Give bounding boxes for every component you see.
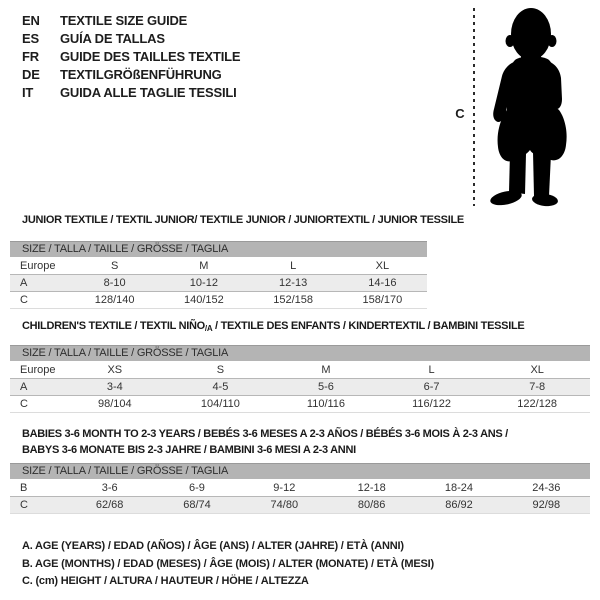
- table-cell: 98/104: [97, 398, 132, 410]
- language-code: IT: [22, 85, 34, 100]
- language-row: [22, 66, 240, 84]
- table-cell: 80/86: [357, 499, 386, 511]
- table-cell: XL: [375, 259, 390, 272]
- babies-table-title: [22, 426, 508, 458]
- table-cell: 14-16: [368, 277, 397, 289]
- junior-size-table: [10, 241, 427, 309]
- table-cell: 4-5: [212, 381, 229, 393]
- language-code: ES: [22, 31, 39, 46]
- table-cell: L: [428, 363, 435, 376]
- size-header-bar: SIZE / TALLA / TAILLE / GRÖSSE / TAGLIA: [10, 345, 590, 361]
- table-body: [10, 257, 427, 309]
- table-cell: 7-8: [529, 381, 546, 393]
- table-cell: 3-6: [101, 481, 118, 494]
- junior-table-title-text: JUNIOR TEXTILE / TEXTIL JUNIOR/ TEXTILE JUNIOR / JUNIORTEXTIL / JUNIOR TESSILE: [22, 214, 464, 226]
- table-cell: 6-9: [189, 481, 205, 494]
- table-row: [10, 257, 427, 274]
- table-body: [10, 361, 590, 413]
- row-label: Europe: [20, 363, 56, 376]
- table-cell: 158/170: [362, 294, 403, 306]
- language-row: [22, 30, 240, 48]
- language-title: GUÍA DE TALLAS: [60, 31, 165, 46]
- height-measure-label: C: [455, 106, 465, 121]
- table-cell: S: [216, 363, 225, 376]
- babies-table-title-line1: BABIES 3-6 MONTH TO 2-3 YEARS / BEBÉS 3-6 MESES A 2-3 AÑOS / BÉBÉS 3-6 MOIS À 2-3 ANS /: [22, 428, 508, 440]
- table-row: [10, 274, 427, 291]
- table-row: [10, 361, 590, 378]
- table-cell: 12-18: [357, 481, 386, 494]
- table-cell: 3-4: [106, 381, 123, 393]
- table-row: [10, 479, 590, 496]
- table-row: [10, 378, 590, 395]
- table-cell: 68/74: [183, 499, 211, 511]
- table-cell: 24-36: [532, 481, 561, 494]
- table-cell: 74/80: [270, 499, 299, 511]
- language-title: GUIDA ALLE TAGLIE TESSILI: [60, 85, 237, 100]
- table-cell: M: [321, 363, 331, 376]
- table-cell: 62/68: [95, 499, 124, 511]
- table-cell: 8-10: [103, 277, 126, 289]
- children-table-title-sub: /A: [204, 324, 213, 333]
- row-label: B: [20, 481, 28, 494]
- table-cell: 128/140: [94, 294, 135, 306]
- table-cell: 86/92: [445, 499, 473, 511]
- language-title: TEXTILE SIZE GUIDE: [60, 13, 188, 28]
- baby-figure: [440, 0, 600, 215]
- table-row: [10, 291, 427, 308]
- children-table-title: [22, 320, 524, 333]
- table-cell: 5-6: [318, 381, 334, 393]
- table-cell: L: [290, 259, 297, 272]
- row-label: C: [20, 398, 28, 410]
- table-row: [10, 496, 590, 513]
- language-code: FR: [22, 49, 39, 64]
- footnote-b: B. AGE (MONTHS) / EDAD (MESES) / ÂGE (MOIS) / ALTER (MONATE) / ETÀ (MESI): [22, 557, 434, 570]
- children-table-title-text: CHILDREN'S TEXTILE / TEXTIL NIÑO: [22, 320, 205, 332]
- language-code: EN: [22, 13, 40, 28]
- table-cell: 18-24: [444, 481, 474, 494]
- row-label: C: [20, 499, 28, 511]
- table-body: [10, 479, 590, 514]
- junior-table-title: [22, 214, 464, 226]
- babies-size-table: [10, 463, 590, 514]
- table-cell: 9-12: [273, 481, 296, 494]
- language-row: [22, 12, 240, 30]
- table-cell: 6-7: [423, 381, 440, 393]
- table-row: [10, 395, 590, 412]
- children-size-table: [10, 345, 590, 413]
- language-title: GUIDE DES TAILLES TEXTILE: [60, 49, 241, 64]
- language-title: TEXTILGRÖßENFÜHRUNG: [60, 67, 222, 82]
- row-label: Europe: [20, 259, 56, 272]
- language-row: [22, 48, 240, 66]
- language-row: [22, 84, 240, 102]
- table-cell: M: [199, 259, 209, 272]
- babies-table-title-line2: BABYS 3-6 MONATE BIS 2-3 JAHRE / BAMBINI 3-6 MESI A 2-3 ANNI: [22, 444, 356, 456]
- table-cell: 122/128: [517, 398, 558, 410]
- table-cell: 116/122: [412, 398, 452, 410]
- language-title-list: [22, 12, 240, 102]
- row-label: C: [20, 294, 28, 306]
- table-cell: 110/116: [306, 398, 346, 410]
- table-cell: 140/152: [183, 294, 224, 306]
- children-table-title-text: / TEXTILE DES ENFANTS / KINDERTEXTIL / BAMBINI TESSILE: [212, 320, 525, 332]
- table-cell: S: [110, 259, 119, 272]
- table-cell: 12-13: [279, 277, 308, 289]
- height-measure-dashed-line: [473, 8, 475, 206]
- footnote-a: A. AGE (YEARS) / EDAD (AÑOS) / ÂGE (ANS) / ALTER (JAHRE) / ETÀ (ANNI): [22, 540, 404, 552]
- row-label: A: [20, 277, 28, 289]
- row-label: A: [20, 381, 28, 393]
- size-header-bar: SIZE / TALLA / TAILLE / GRÖSSE / TAGLIA: [10, 241, 427, 257]
- table-cell: 104/110: [200, 398, 240, 410]
- table-cell: 92/98: [532, 499, 561, 511]
- table-cell: XL: [530, 363, 544, 376]
- footnote-c: C. (cm) HEIGHT / ALTURA / HAUTEUR / HÖHE / ALTEZZA: [22, 575, 309, 587]
- table-cell: XS: [107, 363, 123, 376]
- baby-toddler-silhouette-icon: [483, 4, 587, 209]
- size-header-bar: SIZE / TALLA / TAILLE / GRÖSSE / TAGLIA: [10, 463, 590, 479]
- table-cell: 152/158: [273, 294, 313, 306]
- table-cell: 10-12: [189, 277, 218, 289]
- footnote-legend: [22, 538, 434, 591]
- language-code: DE: [22, 67, 40, 82]
